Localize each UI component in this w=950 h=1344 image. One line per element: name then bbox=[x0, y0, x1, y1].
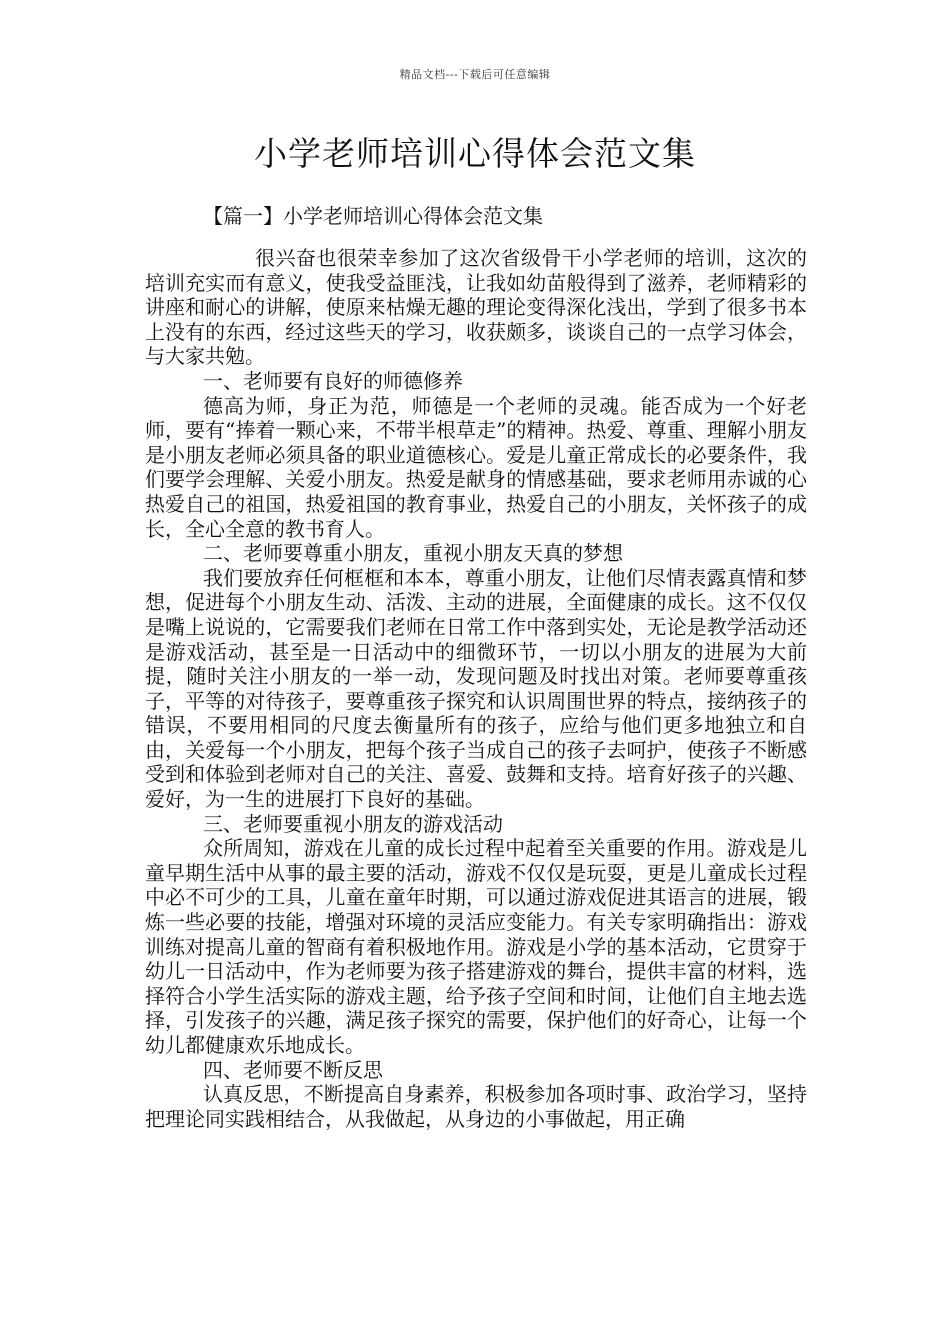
section-2-heading: 二、老师要尊重小朋友，重视小朋友天真的梦想 bbox=[203, 541, 623, 566]
section-heading: 【篇一】小学老师培训心得体会范文集 bbox=[203, 204, 543, 228]
header-note: 精品文档---下载后可任意编辑 bbox=[399, 68, 551, 81]
section-2-paragraph: 我们要放弃任何框框和本本，尊重小朋友，让他们尽情表露真情和梦想，促进每个小朋友生动、活泼、主动的进展，全面健康的成长。这不仅仅是嘴上说说的，它需要我们老师在日常工作中落到实处，无论是教学活动还是游戏活动，甚至是一日活动中的细微环节，一切以小朋友的进展为大前提，随时关注小朋友的一举一动，发现问题及时找出对策。老师要尊重孩子，平等的对待孩子，要尊重孩子探究和认识周围世界的特点，接纳孩子的错误，不要用相同的尺度去衡量所有的孩子，应给与他们更多地独立和自由，关爱每一个小朋友，把每个孩子当成自己的孩子去呵护，使孩子不断感受到和体验到老师对自己的关注、喜爱、鼓舞和支持。培育好孩子的兴趣、爱好，为一生的进展打下良好的基础。 bbox=[145, 565, 807, 812]
section-1-heading: 一、老师要有良好的师德修养 bbox=[203, 368, 463, 393]
document-body bbox=[145, 246, 807, 1131]
section-4-paragraph: 认真反思，不断提高自身素养，积极参加各项时事、政治学习，坚持把理论同实践相结合，从我做起，从身边的小事做起，用正确 bbox=[145, 1082, 807, 1131]
intro-paragraph: 很兴奋也很荣幸参加了这次省级骨干小学老师的培训，这次的培训充实而有意义，使我受益匪浅，让我如幼苗般得到了滋养，老师精彩的讲座和耐心的讲解，使原来枯燥无趣的理论变得深化浅出，学到了很多书本上没有的东西，经过这些天的学习，收获颇多，谈谈自己的一点学习体会，与大家共勉。 bbox=[145, 246, 807, 369]
section-3-paragraph: 众所周知，游戏在儿童的成长过程中起着至关重要的作用。游戏是儿童早期生活中从事的最主要的活动，游戏不仅仅是玩耍，更是儿童成长过程中必不可少的工具，儿童在童年时期，可以通过游戏促进其语言的进展，锻炼一些必要的技能，增强对环境的灵活应变能力。有关专家明确指出：游戏训练对提高儿童的智商有着积极地作用。游戏是小学的基本活动，它贯穿于幼儿一日活动中，作为老师要为孩子搭建游戏的舞台，提供丰富的材料，选择符合小学生活实际的游戏主题，给予孩子空间和时间，让他们自主地去选择，引发孩子的兴趣，满足孩子探究的需要，保护他们的好奇心，让每一个幼儿都健康欢乐地成长。 bbox=[145, 836, 807, 1057]
section-3-heading: 三、老师要重视小朋友的游戏活动 bbox=[203, 811, 503, 836]
section-1-paragraph: 德高为师，身正为范，师德是一个老师的灵魂。能否成为一个好老师，要有“捧着一颗心来，不带半根草走”的精神。热爱、尊重、理解小朋友是小朋友老师必须具备的职业道德核心。爱是儿童正常成长的必要条件，我们要学会理解、关爱小朋友。热爱是献身的情感基础，要求老师用赤诚的心热爱自己的祖国，热爱祖国的教育事业，热爱自己的小朋友，关怀孩子的成长，全心全意的教书育人。 bbox=[145, 393, 807, 541]
document-title: 小学老师培训心得体会范文集 bbox=[254, 134, 696, 173]
section-4-heading: 四、老师要不断反思 bbox=[203, 1057, 383, 1082]
